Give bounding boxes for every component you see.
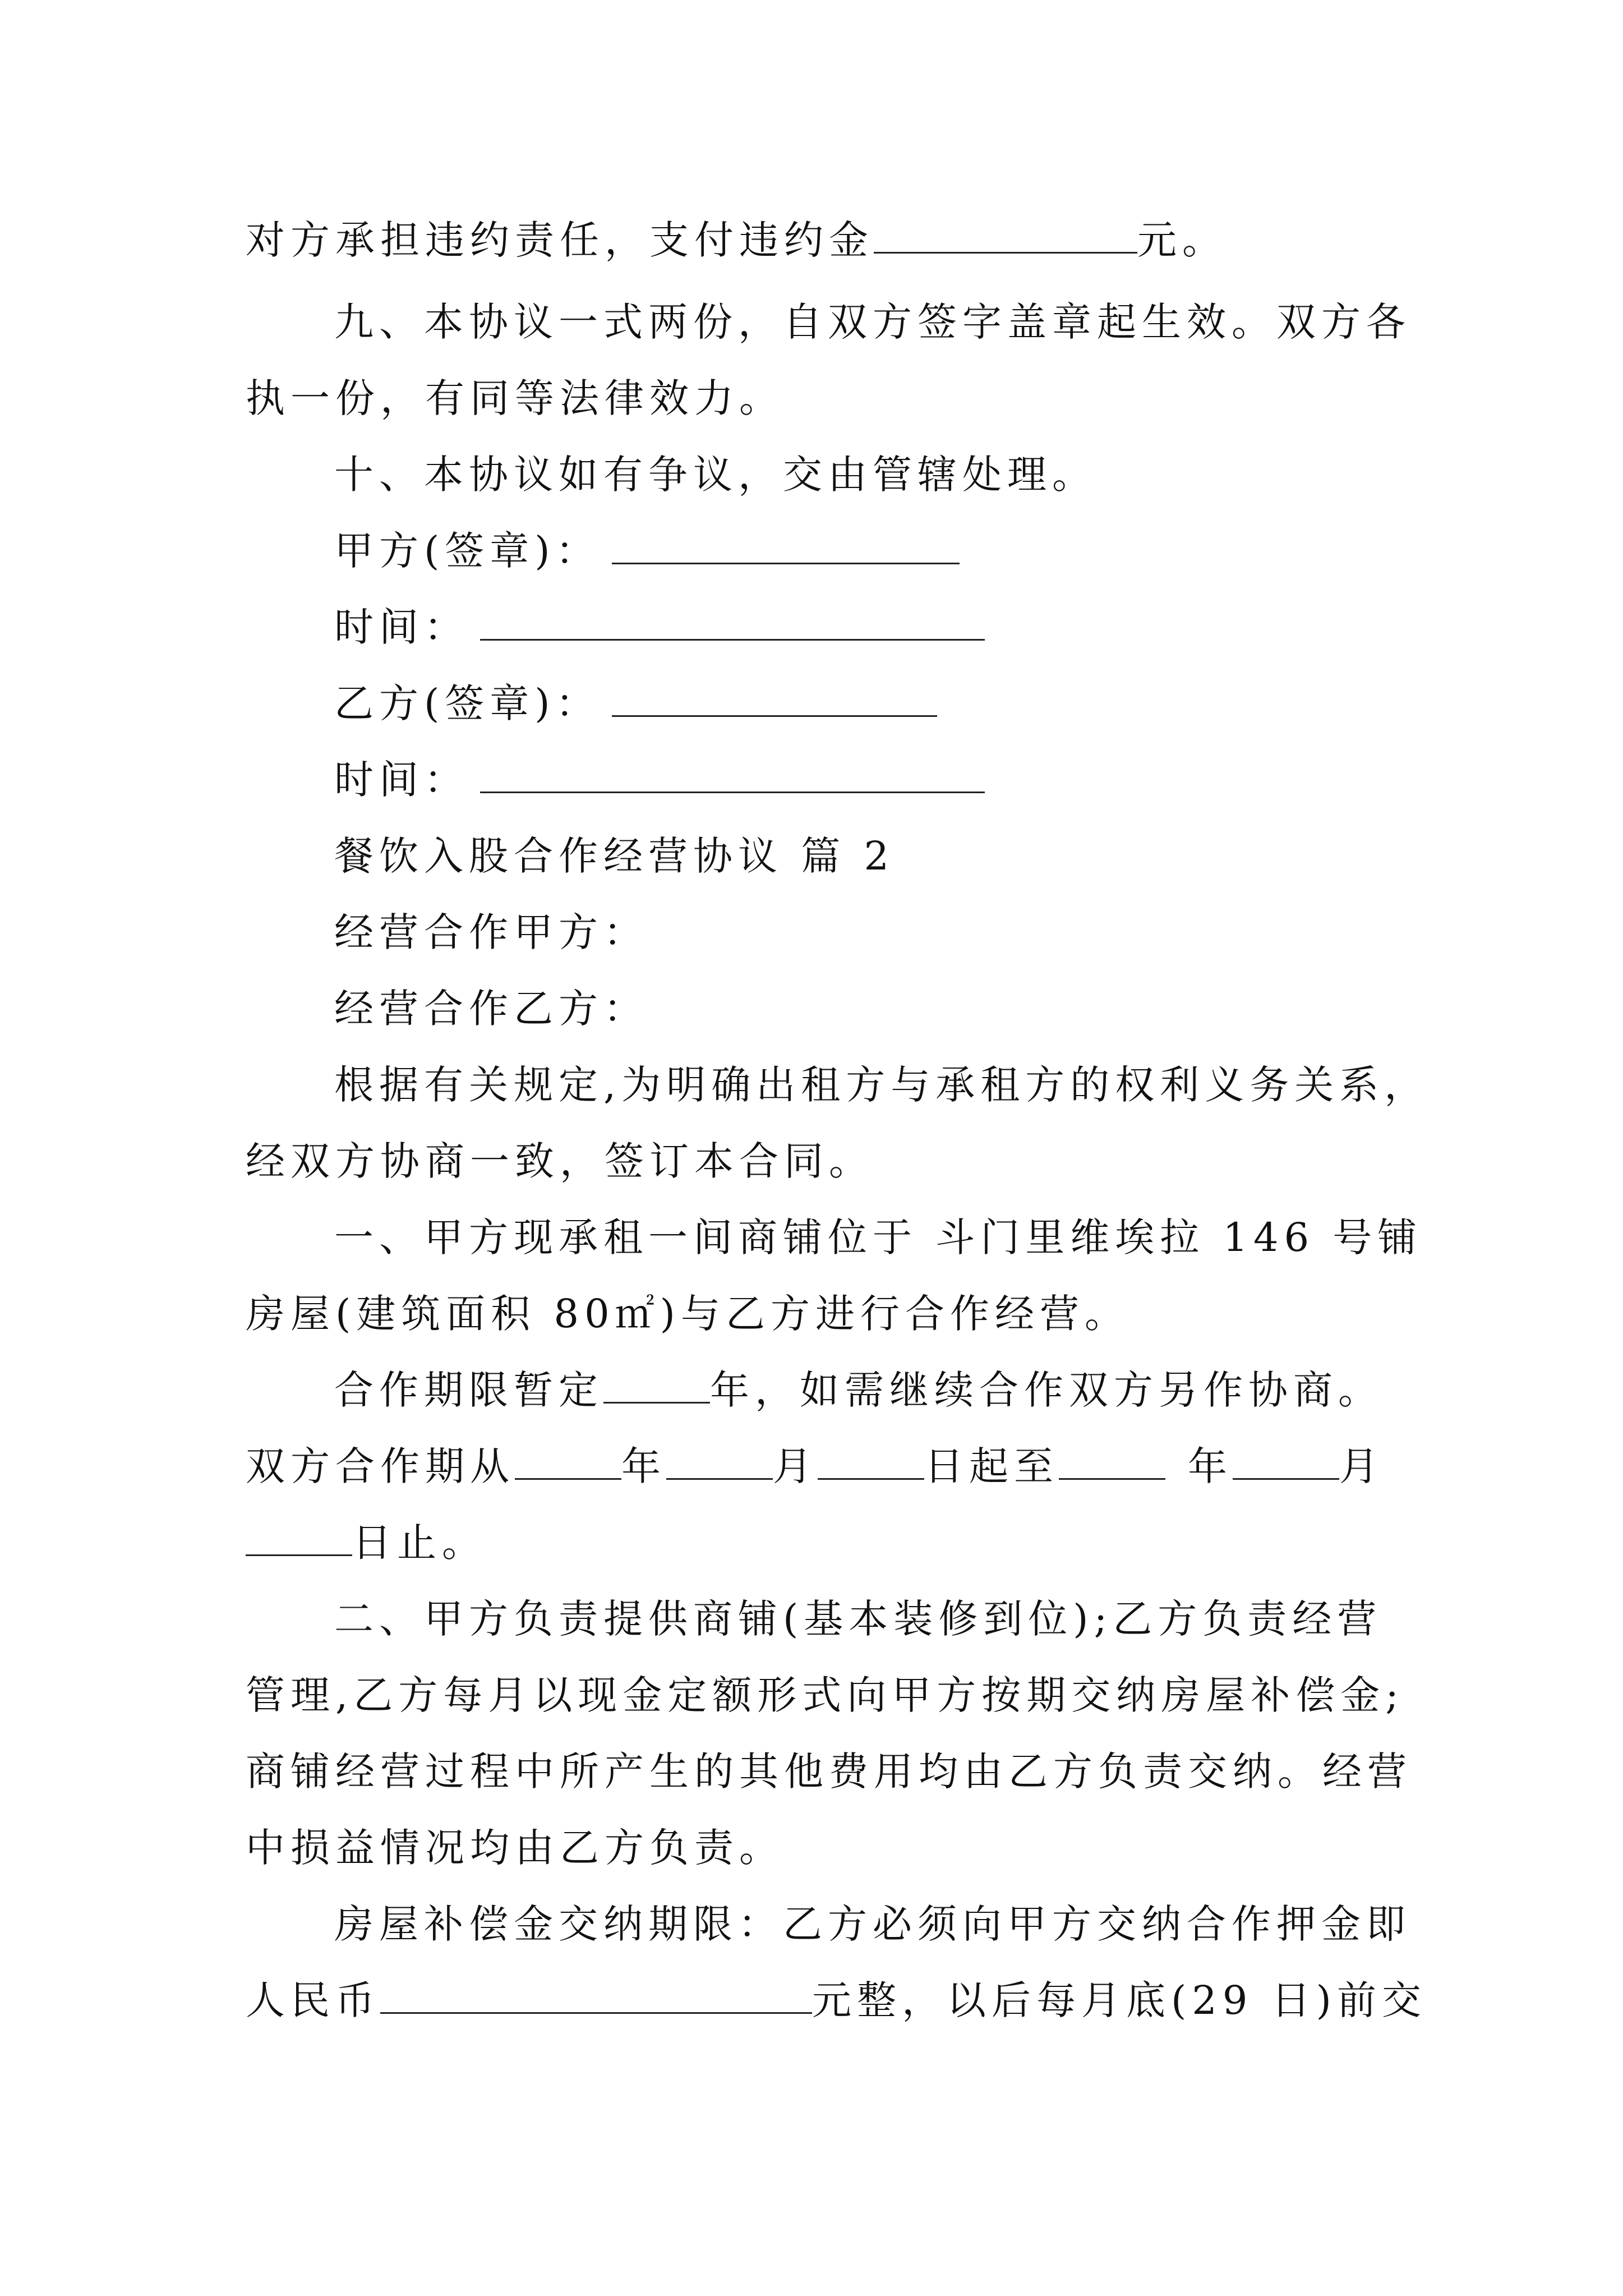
text-segment: 合作期限暂定 bbox=[334, 1367, 603, 1413]
fill-blank bbox=[603, 1367, 710, 1404]
text-segment: 元整，以后每月底(29 日)前交 bbox=[812, 1977, 1427, 2023]
text-segment: 双方合作期从 bbox=[246, 1443, 515, 1489]
text-line bbox=[246, 1972, 1427, 2028]
text-line: 商铺经营过程中所产生的其他费用均由乙方负责交纳。经营 bbox=[246, 1749, 1412, 1795]
text-line: 房屋补偿金交纳期限：乙方必须向甲方交纳合作押金即 bbox=[334, 1901, 1411, 1947]
fill-blank bbox=[612, 528, 960, 564]
text-line bbox=[334, 1362, 1478, 1418]
fill-blank bbox=[515, 1443, 621, 1480]
text-segment: 对方承担违约责任，支付违约金 bbox=[246, 217, 874, 263]
text-line: 经营合作乙方： bbox=[334, 986, 648, 1032]
text-line bbox=[246, 212, 1390, 268]
section-heading: 餐饮入股合作经营协议 篇 2 bbox=[334, 833, 895, 879]
text-line: 九、本协议一式两份，自双方签字盖章起生效。双方各 bbox=[334, 299, 1411, 345]
fill-blank bbox=[818, 1443, 924, 1480]
fill-blank bbox=[246, 1520, 352, 1556]
fill-blank bbox=[1233, 1443, 1339, 1480]
text-line bbox=[246, 1515, 1390, 1571]
text-segment: 年，如需继续合作双方另作协商。 bbox=[710, 1367, 1383, 1413]
fill-blank bbox=[380, 1977, 812, 2014]
date-line-party-a bbox=[334, 599, 1478, 655]
text-segment: 时间： bbox=[334, 757, 469, 803]
date-line-party-b bbox=[334, 752, 1478, 808]
text-segment: 月 bbox=[1339, 1443, 1384, 1489]
text-line: 经双方协商一致，签订本合同。 bbox=[246, 1138, 874, 1184]
fill-blank bbox=[480, 757, 985, 793]
fill-blank bbox=[666, 1443, 773, 1480]
text-line: 执一份，有同等法律效力。 bbox=[246, 375, 784, 421]
text-segment: 日止。 bbox=[352, 1520, 487, 1566]
text-segment: 时间： bbox=[334, 604, 469, 650]
text-segment: 人民币 bbox=[246, 1977, 380, 2023]
text-line: 一、甲方现承租一间商铺位于 斗门里维埃拉 146 号铺 bbox=[334, 1214, 1423, 1260]
text-segment: 元。 bbox=[1137, 217, 1227, 263]
text-segment: 月 bbox=[773, 1443, 818, 1489]
text-line: 二、甲方负责提供商铺(基本装修到位);乙方负责经营 bbox=[334, 1596, 1382, 1642]
text-line: 根据有关规定,为明确出租方与承租方的权利义务关系， bbox=[334, 1062, 1430, 1108]
text-segment: 甲方(签章)： bbox=[334, 528, 601, 574]
signature-line-party-a bbox=[334, 523, 1478, 579]
text-line: 十、本协议如有争议，交由管辖处理。 bbox=[334, 452, 1097, 498]
text-line: 房屋(建筑面积 80㎡)与乙方进行合作经营。 bbox=[246, 1291, 1129, 1337]
text-line: 经营合作甲方： bbox=[334, 909, 648, 955]
text-segment: 乙方(签章)： bbox=[334, 680, 601, 726]
fill-blank bbox=[480, 604, 985, 641]
text-segment: 年 bbox=[1188, 1443, 1233, 1489]
fill-blank bbox=[1059, 1443, 1165, 1480]
text-line bbox=[246, 1438, 1390, 1494]
fill-blank bbox=[612, 680, 937, 717]
signature-line-party-b bbox=[334, 675, 1478, 731]
text-segment: 年 bbox=[621, 1443, 666, 1489]
fill-blank bbox=[874, 217, 1137, 254]
text-line: 管理,乙方每月以现金定额形式向甲方按期交纳房屋补偿金; bbox=[246, 1672, 1404, 1718]
text-segment: 日起至 bbox=[924, 1443, 1059, 1489]
text-line: 中损益情况均由乙方负责。 bbox=[246, 1825, 784, 1871]
